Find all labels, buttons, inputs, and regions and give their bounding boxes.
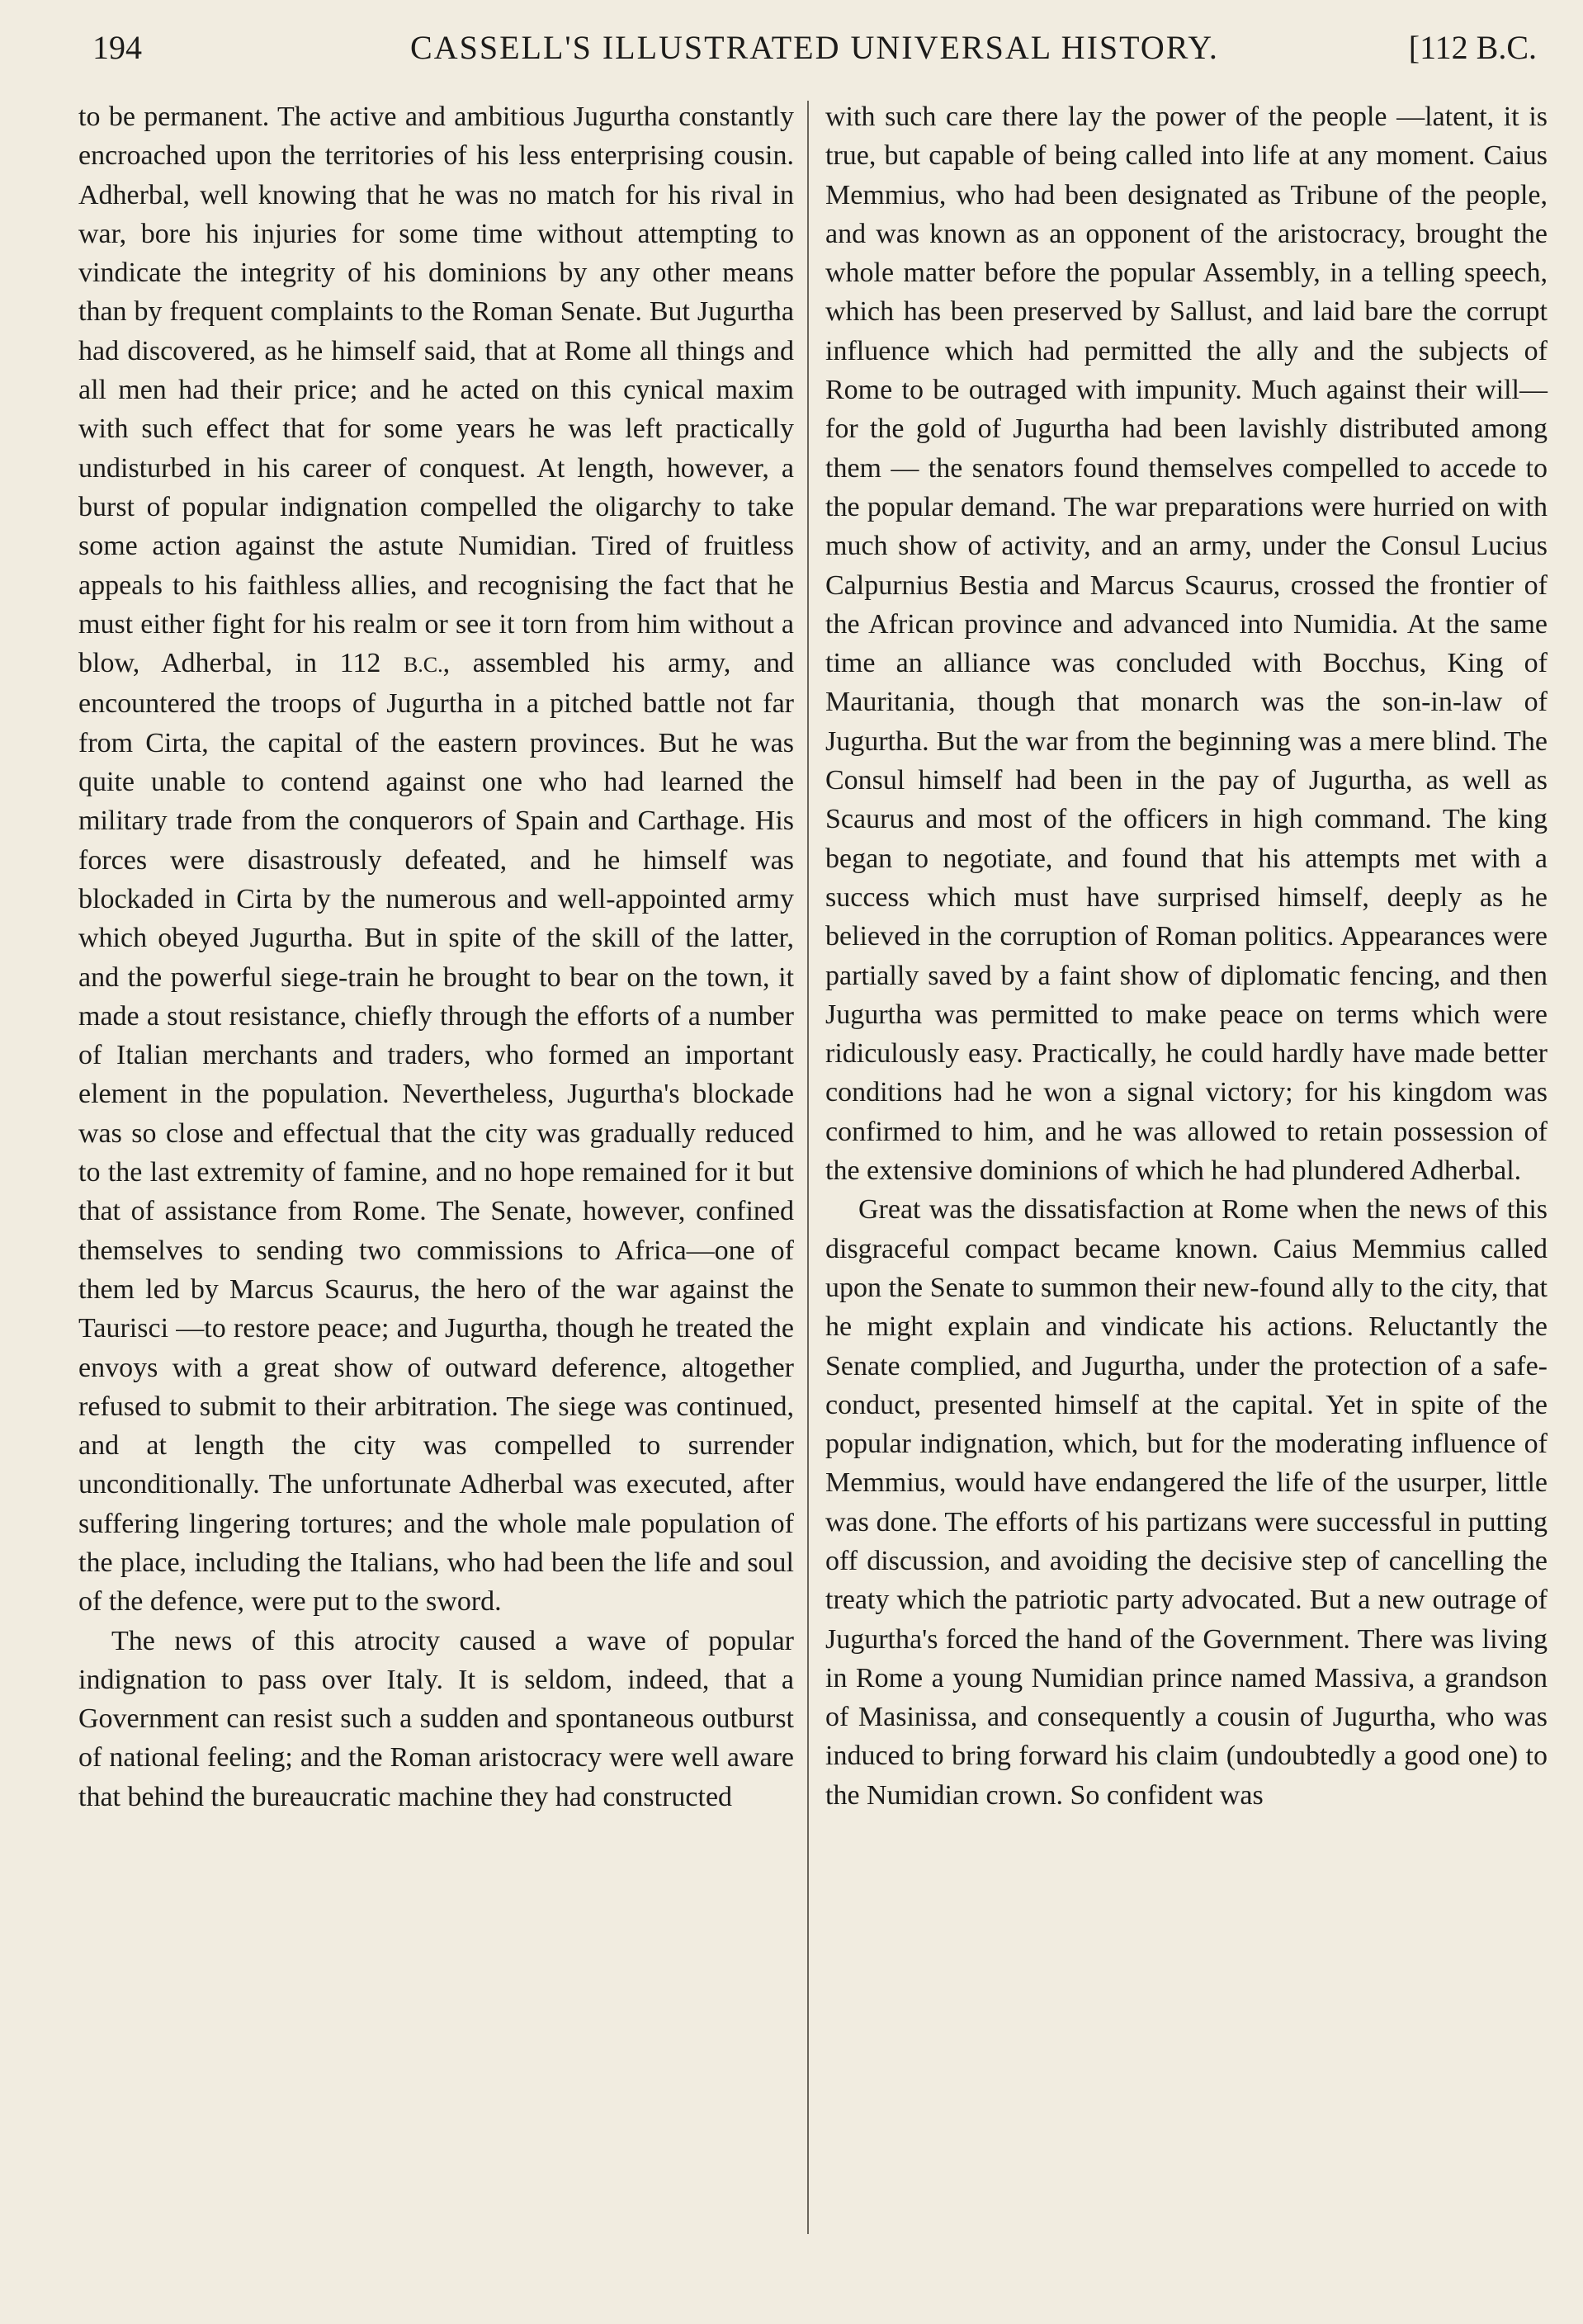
paragraph: with such care there lay the power of the people —latent, it is true, but capable of being called into life at any moment. Caius Memmius, who had been designated as Tribune of the people, and was known as an opponent of the aristocracy, brought the whole matter before the popular Assembly, in a telling speech, which has been preserved by Sallust, and laid bare the corrupt influence which had permitted the ally and the subjects of Rome to be outraged with impunity. Much against their will—for the gold of Jugurtha had been lavishly distributed among them — the senators found themselves compelled to accede to the popular demand. The war preparations were hurried on with much show of activity, and an army, under the Consul Lucius Calpurnius Bestia and Marcus Scaurus, crossed the frontier of the African province and advanced into Numidia. At the same time an alliance was concluded with Bocchus, King of Mauritania, though that monarch was the son-in-law of Jugurtha. But the war from the beginning was a mere blind. The Consul himself had been in the pay of Jugurtha, as well as Scaurus and most of the officers in high command. The king began to negotiate, and found that his attempts met with a success which must have surprised himself, deeply as he believed in the corruption of Roman politics. Appearances were partially saved by a faint show of diplomatic fencing, and then Jugurtha was permitted to make peace on terms which were ridiculously easy. Practically, he could hardly have made better conditions had he won a signal victory; for his kingdom was confirmed to him, and he was allowed to retain possession of the extensive dominions of which he had plundered Adherbal. <box>825 102 1548 1187</box>
running-title: CASSELL'S ILLUSTRATED UNIVERSAL HISTORY. <box>410 29 1219 66</box>
page-header <box>92 23 1537 73</box>
paragraph-text: , assembled his army, and encountered the troops of Jugurtha in a pitched battle not far from Cirta, the capital of the eastern provinces. But he was quite unable to contend against one who had learned the military trade from the conquerors of Spain and Carthage. His forces were disastrously defeated, and he himself was blockaded in Cirta by the numerous and well-appointed army which obeyed Jugurtha. But in spite of the skill of the latter, and the powerful siege-train he brought to bear on the town, it made a stout resistance, chiefly through the efforts of a number of Italian merchants and traders, who formed an important element in the population. Nevertheless, Jugurtha's blockade was so close and effectual that the city was gradually reduced to the last extremity of famine, and no hope remained for it but that of assistance from Rome. The Senate, however, confined themselves to sending two commissions to Africa—one of them led by Marcus Scaurus, the hero of the war against the Taurisci —to restore peace; and Jugurtha, though he treated the envoys with a great show of outward deference, altogether refused to submit to their arbitration. The siege was continued, and at length the city was compelled to surrender unconditionally. The unfortunate Adherbal was executed, after suffering lingering tortures; and the whole male population of the place, including the Italians, who had been the life and soul of the defence, were put to the sword. <box>78 648 795 1618</box>
page-number: 194 <box>92 29 142 66</box>
right-column <box>825 97 1548 1815</box>
paragraph: Great was the dissatisfaction at Rome when the news of this disgraceful compact became known. Caius Memmius called upon the Senate to summon their new-found ally to the city, that he might explain and vindicate his actions. Reluctantly the Senate complied, and Jugurtha, under the protection of a safe-conduct, presented himself at the capital. Yet in spite of the popular indignation, which, but for the moderating influence of Memmius, would have endangered the life of the usurper, little was done. The efforts of his partizans were successful in putting off discussion, and avoiding the decisive step of cancelling the treaty which the patriotic party advocated. But a new outrage of Jugurtha's forced the hand of the Government. There was living in Rome a young Numidian prince named Massiva, a grandson of Masinissa, and consequently a cousin of Jugurtha, who was induced to bring forward his claim (undoubtedly a good one) to the Numidian crown. So confident was <box>825 1194 1548 1811</box>
paragraph: The news of this atrocity caused a wave of popular indignation to pass over Italy. It is seldom, indeed, that a Government can resist such a sudden and spontaneous outburst of national feeling; and the Roman aristocracy were well aware that behind the bureaucratic machine they had constructed <box>78 1625 794 1812</box>
left-column <box>78 97 794 1816</box>
paragraph-text: to be permanent. The active and ambitious Jugurtha constantly encroached upon the territories of his less enterprising cousin. Adherbal, well knowing that he was no match for his rival in war, bore his injuries for some time without attempting to vindicate the integrity of his dominions by any other means than by frequent complaints to the Roman Senate. But Jugurtha had discovered, as he himself said, that at Rome all things and all men had their price; and he acted on this cynical maxim with such effect that for some years he was left practically undisturbed in his career of conquest. At length, however, a burst of popular indignation compelled the oligarchy to take some action against the astute Numidian. Tired of fruitless appeals to his faithless allies, and recognising the fact that he must either fight for his realm or see it torn from him without a blow, Adherbal, in 112 <box>78 102 794 679</box>
column-divider <box>807 101 809 2234</box>
date-tag: [112 B.C. <box>1408 29 1537 66</box>
paragraph <box>78 97 794 1622</box>
era-abbreviation: B.C. <box>403 653 443 678</box>
